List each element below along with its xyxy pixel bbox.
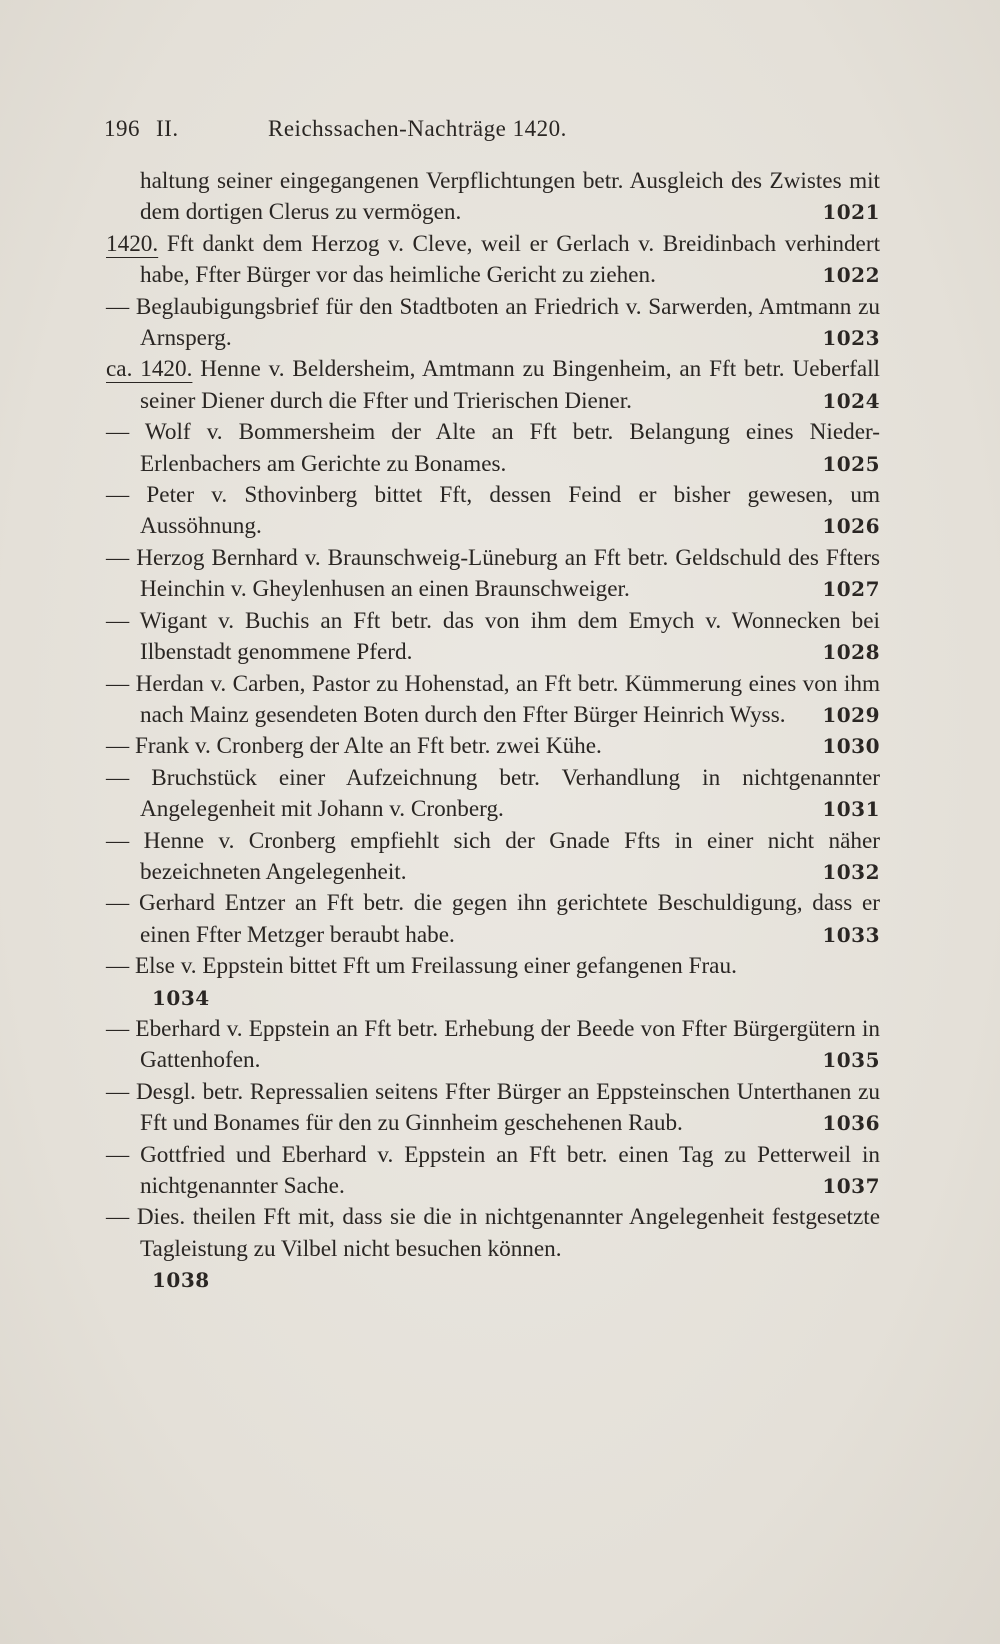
entry-number: 1024 — [822, 388, 880, 413]
ditto-dash: — — [106, 827, 130, 854]
entry-text: Fft dankt dem Herzog v. Cleve, weil er Gerlach v. Breidinbach verhindert habe, Ffter Bürger vor das heimliche Gericht zu ziehen. — [140, 230, 881, 289]
ditto-dash: — — [106, 482, 130, 509]
ditto-dash: — — [106, 1204, 130, 1231]
entry-text: Gerhard Entzer an Fft betr. die gegen ihn gerichtete Beschuldigung, dass er einen Ffter Metzger beraubt habe. — [138, 890, 881, 948]
ditto-dash: — — [106, 733, 130, 760]
entry-text: Wolf v. Bommersheim der Alte an Fft betr. Belangung eines Nieder-Erlenbachers am Gerichte zu Bonames. — [140, 419, 880, 477]
entry-text: Wigant v. Buchis an Fft betr. das von ihm dem Emych v. Wonnecken bei Ilbenstadt genommene Pferd. — [139, 607, 880, 666]
ditto-dash: — — [106, 607, 130, 634]
register-entry — [106, 292, 880, 355]
entry-text: Else v. Eppstein bittet Fft um Freilassung einer gefangenen Frau. — [134, 953, 737, 980]
ditto-dash: — — [106, 890, 130, 917]
ditto-dash: — — [106, 953, 130, 980]
register-entry — [106, 354, 880, 417]
entry-number: 1023 — [822, 326, 880, 351]
ditto-dash: — — [106, 419, 130, 446]
ditto-dash: — — [106, 544, 130, 571]
ditto-dash: — — [106, 1078, 130, 1105]
entry-text: Gottfried und Eberhard v. Eppstein an Fft betr. einen Tag zu Petterweil in nichtgenannter Sache. — [140, 1141, 880, 1199]
entry-number: 1033 — [822, 922, 880, 947]
entry-number: 1037 — [822, 1174, 880, 1198]
entry-number: 1030 — [822, 734, 880, 759]
entry-text: Herzog Bernhard v. Braunschweig-Lüneburg an Fft betr. Geldschuld des Ffters Heinchin v. Gheylenhusen an einen Braunschweiger. — [136, 544, 881, 603]
entry-number: 1029 — [822, 702, 880, 727]
entry-number: 1036 — [822, 1111, 880, 1136]
register-entry — [106, 763, 880, 826]
page-number: 196 — [104, 116, 140, 141]
register-body — [106, 166, 880, 1297]
entry-text: Desgl. betr. Repressalien seitens Ffter Bürger an Eppsteinschen Unterthanen zu Fft und Bonames für den zu Ginnheim geschehenen Raub. — [135, 1078, 880, 1137]
entry-text: Frank v. Cronberg der Alte an Fft betr. zwei Kühe. — [134, 733, 602, 760]
entry-text: haltung seiner eingegangenen Verpflichtungen betr. Ausgleich des Zwistes mit dem dortigen Clerus zu vermögen. — [140, 168, 880, 226]
register-entry — [106, 606, 880, 669]
register-entry — [106, 731, 880, 762]
entry-text: Herdan v. Carben, Pastor zu Hohenstad, an Fft betr. Kümmerung eines von ihm nach Mainz gesendeten Boten durch den Ffter Bürger Heinrich Wyss. — [135, 670, 880, 728]
register-entry — [106, 888, 880, 951]
register-entry — [106, 543, 880, 606]
entry-number: 1032 — [822, 859, 880, 884]
entry-number: 1031 — [822, 797, 880, 822]
entry-date: ca. 1420. — [106, 356, 193, 383]
register-entry — [106, 826, 880, 889]
entry-number: 1027 — [822, 577, 880, 602]
entry-text: Dies. theilen Fft mit, dass sie die in nichtgenannter Angelegenheit festgesetzte Tagleistung zu Vilbel nicht besuchen können. — [136, 1204, 881, 1262]
register-entry — [106, 1014, 880, 1077]
register-entry — [106, 417, 880, 480]
ditto-dash: — — [106, 293, 130, 320]
part-number: II. — [156, 116, 179, 141]
header-title: Reichssachen-Nachträge 1420. — [268, 116, 567, 141]
entry-text: Bruchstück einer Aufzeichnung betr. Verhandlung in nichtgenannter Angelegenheit mit Johann v. Cronberg. — [140, 764, 881, 823]
register-entry — [106, 669, 880, 732]
entry-number: 1022 — [822, 263, 880, 288]
ditto-dash: — — [106, 764, 130, 791]
entry-text: Henne v. Beldersheim, Amtmann zu Bingenheim, an Fft betr. Ueberfall seiner Diener durch die Ffter und Trierischen Diener. — [140, 356, 880, 414]
register-entry — [106, 480, 880, 543]
entry-number: 1038 — [152, 1268, 210, 1293]
entry-number: 1028 — [822, 640, 880, 665]
register-entry — [106, 229, 880, 292]
entry-text: Beglaubigungsbrief für den Stadtboten an Friedrich v. Sarwerden, Amtmann zu Arnsperg. — [135, 293, 880, 352]
entry-text: Henne v. Cronberg empfiehlt sich der Gnade Ffts in einer nicht näher bezeichneten Angelegenheit. — [140, 827, 880, 885]
entry-number: 1034 — [152, 985, 210, 1010]
entry-text: Eberhard v. Eppstein an Fft betr. Erhebung der Beede von Ffter Bürgergütern in Gattenhofen. — [135, 1015, 880, 1074]
ditto-dash: — — [106, 1141, 130, 1168]
register-entry — [106, 1140, 880, 1203]
entry-number: 1021 — [822, 200, 880, 225]
entry-text: Peter v. Sthovinberg bittet Fft, dessen Feind er bisher gewesen, um Aussöhnung. — [140, 482, 881, 540]
register-entry — [106, 951, 880, 1014]
ditto-dash: — — [106, 670, 130, 697]
entry-date: 1420. — [106, 230, 159, 257]
entry-number: 1026 — [822, 514, 880, 539]
register-entry — [106, 1202, 880, 1296]
register-entry — [106, 1077, 880, 1140]
entry-number: 1035 — [822, 1048, 880, 1073]
entry-number: 1025 — [822, 451, 880, 476]
register-entry — [106, 166, 880, 229]
running-header — [104, 116, 654, 142]
ditto-dash: — — [106, 1015, 130, 1042]
